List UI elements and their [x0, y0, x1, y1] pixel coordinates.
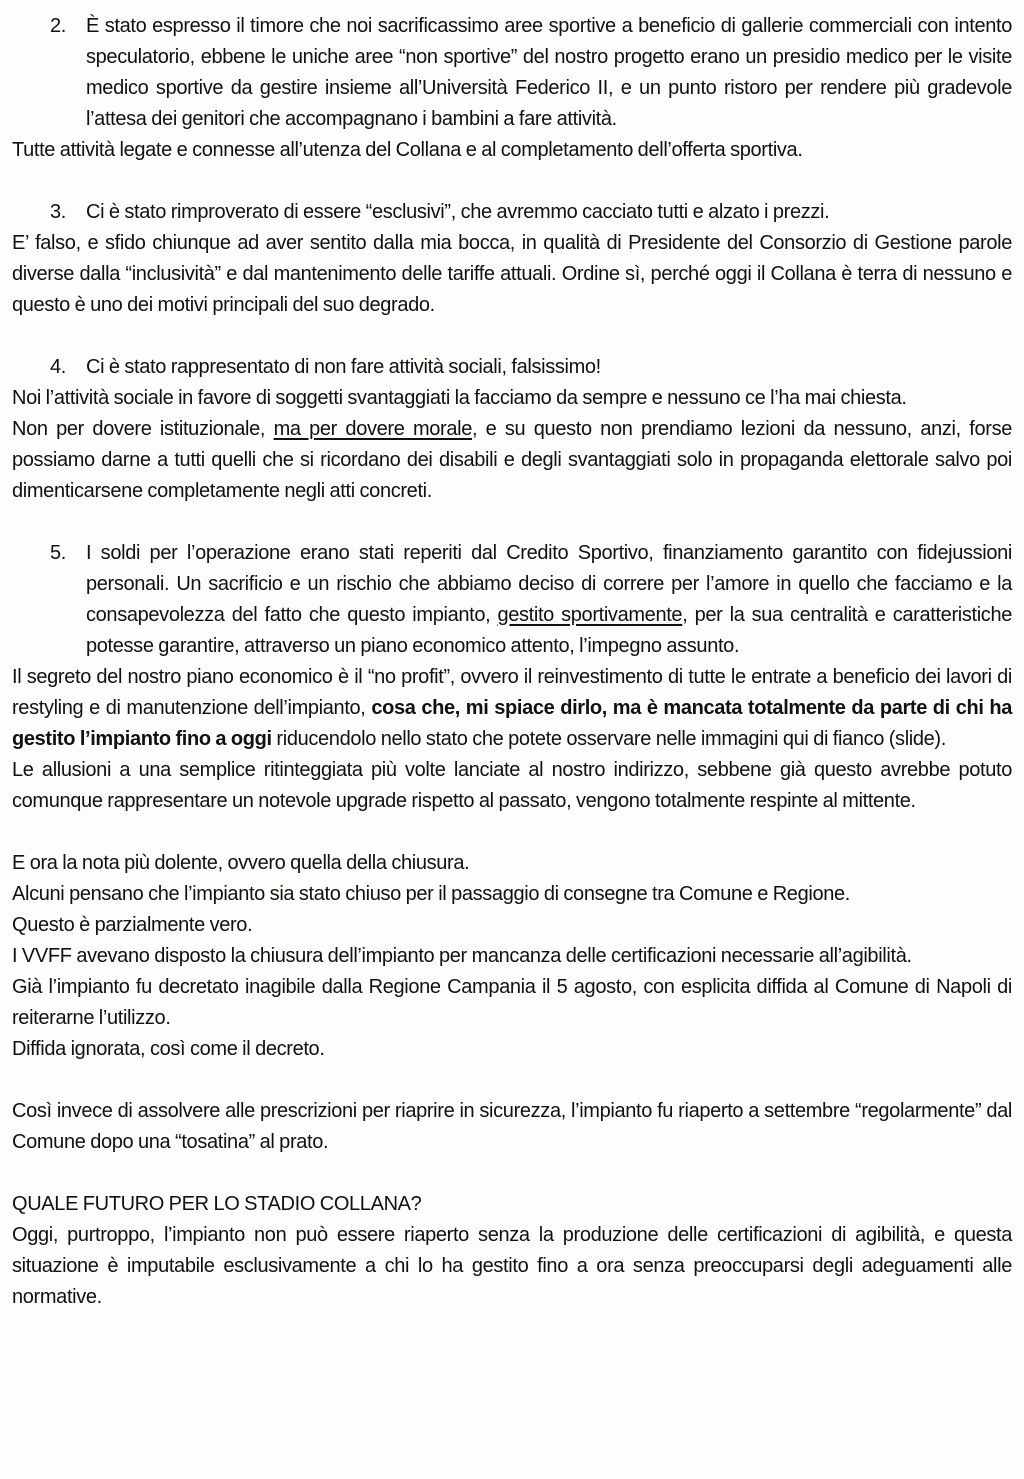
list-number: 2. — [50, 15, 66, 37]
paragraph-gap — [12, 507, 1012, 538]
paragraph-gap — [12, 1158, 1012, 1189]
list-number: 3. — [50, 201, 66, 223]
list-item-text: Ci è stato rappresentato di non fare attività sociali, falsissimo! — [86, 356, 601, 378]
section-heading-future: QUALE FUTURO PER LO STADIO COLLANA? — [12, 1193, 422, 1215]
paragraph-reopening: Così invece di assolvere alle prescrizioni per riaprire in sicurezza, l’impianto fu riaperto a settembre “regolarmente” dal Comune dopo una “tosatina” al prato. — [12, 1100, 1012, 1153]
list-item-text: I soldi per l’operazione erano stati reperiti dal Credito Sportivo, finanziamento garantito con fidejussioni personali. Un sacrificio e un rischio che abbiamo deciso di correre per l’amore in quello che facciamo e la consapevolezza del fatto che questo impianto, gestito sportivamente, per la sua centralità e caratteristiche potesse garantire, attraverso un piano economico attento, l’impegno assunto. — [86, 542, 1012, 657]
paragraph-no-profit: Il segreto del nostro piano economico è il “no profit”, ovvero il reinvestimento di tutte le entrate a beneficio dei lavori di restyling e di manutenzione dell’impianto, cosa che, mi spiace dirlo, ma è mancata totalmente da parte di chi ha gestito l’impianto fino a oggi riducendolo nello stato che potete osservare nelle immagini qui di fianco (slide). — [12, 666, 1012, 750]
list-item-4 — [12, 352, 1012, 383]
paragraph-allusions: Le allusioni a una semplice ritinteggiata più volte lanciate al nostro indirizzo, sebbene già questo avrebbe potuto comunque rappresentare un notevole upgrade rispetto al passato, vengono totalmente respinte al mittente. — [12, 759, 1012, 812]
paragraph-after-item-2: Tutte attività legate e connesse all’utenza del Collana e al completamento dell’offerta sportiva. — [12, 139, 803, 161]
closure-line-4: I VVFF avevano disposto la chiusura dell’impianto per mancanza delle certificazioni necessarie all’agibilità. — [12, 945, 912, 967]
paragraph-gap — [12, 817, 1012, 848]
paragraph-moral-duty: Non per dovere istituzionale, ma per dovere morale, e su questo non prendiamo lezioni da nessuno, anzi, forse possiamo darne a tutti quelli che si ricordano dei disabili e degli svantaggiati solo in propaganda elettorale salvo poi dimenticarsene completamente negli atti concreti. — [12, 418, 1012, 502]
closure-line-1: E ora la nota più dolente, ovvero quella della chiusura. — [12, 852, 470, 874]
bold-phrase: cosa che, mi spiace dirlo, ma è mancata totalmente da parte di chi ha gestito l’impianto fino a oggi — [12, 697, 1012, 750]
list-number: 5. — [50, 542, 66, 564]
list-item-text: Ci è stato rimproverato di essere “esclusivi”, che avremmo cacciato tutti e alzato i prezzi. — [86, 201, 830, 223]
closure-line-6: Diffida ignorata, così come il decreto. — [12, 1038, 325, 1060]
list-number: 4. — [50, 356, 66, 378]
paragraph-future: Oggi, purtroppo, l’impianto non può essere riaperto senza la produzione delle certificazioni di agibilità, e questa situazione è imputabile esclusivamente a chi lo ha gestito fino a ora senza preoccuparsi degli adeguamenti alle normative. — [12, 1224, 1012, 1308]
list-item-2 — [12, 11, 1012, 135]
paragraph-gap — [12, 321, 1012, 352]
document-page — [12, 11, 1012, 1313]
paragraph-gap — [12, 1065, 1012, 1096]
closure-line-3: Questo è parzialmente vero. — [12, 914, 253, 936]
underlined-phrase: gestito sportivamente — [497, 604, 683, 626]
paragraph-social-activity: Noi l’attività sociale in favore di soggetti svantaggiati la facciamo da sempre e nessuno ce l’ha mai chiesta. — [12, 387, 907, 409]
paragraph-after-item-3: E’ falso, e sfido chiunque ad aver sentito dalla mia bocca, in qualità di Presidente del Consorzio di Gestione parole diverse dalla “inclusività” e dal mantenimento delle tariffe attuali. Ordine sì, perché oggi il Collana è terra di nessuno e questo è uno dei motivi principali del suo degrado. — [12, 232, 1012, 316]
closure-line-2: Alcuni pensano che l’impianto sia stato chiuso per il passaggio di consegne tra Comune e Regione. — [12, 883, 850, 905]
list-item-3 — [12, 197, 1012, 228]
closure-line-5: Già l’impianto fu decretato inagibile dalla Regione Campania il 5 agosto, con esplicita diffida al Comune di Napoli di reiterarne l’utilizzo. — [12, 976, 1012, 1029]
underlined-phrase: ma per dovere morale — [273, 418, 472, 440]
list-item-text: È stato espresso il timore che noi sacrificassimo aree sportive a beneficio di gallerie commerciali con intento speculatorio, ebbene le uniche aree “non sportive” del nostro progetto erano un presidio medico per le visite medico sportive da gestire insieme all’Università Federico II, e un punto ristoro per rendere più gradevole l’attesa dei genitori che accompagnano i bambini a fare attività. — [86, 15, 1012, 130]
list-item-5 — [12, 538, 1012, 662]
paragraph-gap — [12, 166, 1012, 197]
